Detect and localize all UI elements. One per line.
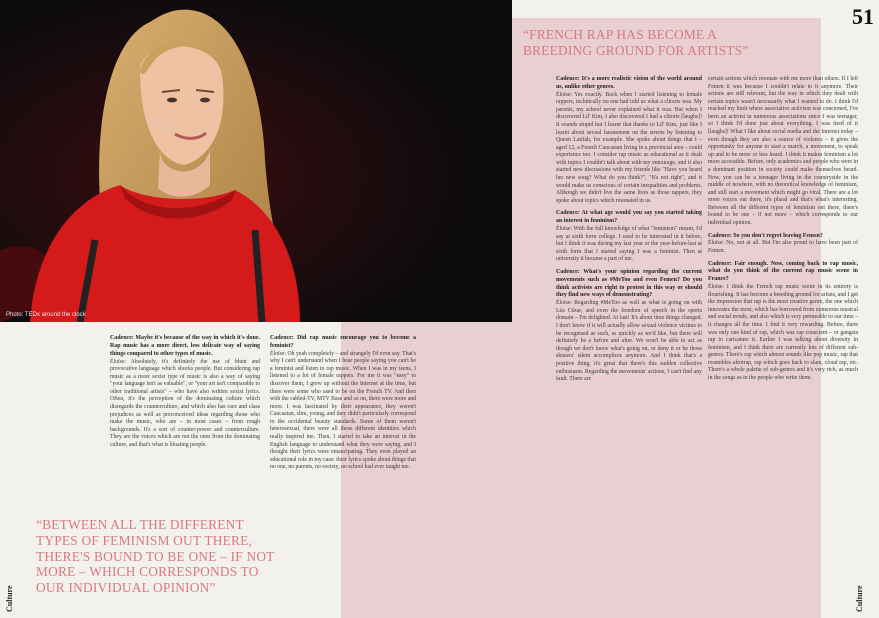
text-column-1 — [110, 335, 260, 454]
interview-answer: Éloïse: Regarding #MeToo as well as what is going on with Léa Cézar, and even the freedom of speech in the sports domain – I'm delighted. At last! It's about time things changed. I don't know if it will actually allow sexual violence victims to be recognised as such, as quickly as we'd like, but there will definitely be a before and after. We won't be able to act as though we don't know what's going on, or deny it or be those abusers' silent accomplices anymore. And I think that's a positive thing, it's great that there's this sudden collective enthusiasm. Regarding the movements' actions, I can't find any fault. There are — [556, 300, 702, 383]
interview-answer: Éloïse: Absolutely, it's definitely the use of blunt and provocative language which shocks people. But considering rap music as a more sexist type of music is also a way of saying "your language isn't as valuable", or "your art isn't comparable to other traditional artists" – who have also written sexist lyrics. Often, it's the perception of the dominating culture which disregards the counterculture, and which also has race and class prejudices as well as preconceived ideas regarding those who make the music, who are – in most cases – from rough backgrounds. It's a sort of counter-power and counterculture. They are the voices which are not the ones from the dominating culture, and that's what is bloating people. — [110, 358, 260, 448]
page-number: 51 — [852, 4, 874, 29]
speaker-photo — [0, 0, 512, 322]
pullquote-top: “FRENCH RAP HAS BECOME A BREEDING GROUND FOR ARTISTS” — [523, 27, 749, 58]
interview-question: Cadence: So you don't regret leaving Femen? — [708, 232, 823, 239]
text-column-4 — [708, 76, 858, 388]
interview-question: Cadence: Did rap music encourage you to become a feminist? — [270, 335, 416, 349]
interview-answer: Éloïse: Yes exactly. Back when I started listening to female rappers, technically no one had told us what a clitoris was. My parents, my school never explained what it was. But when I discovered Lil' Kim, I also discovered I had a clitoris [laughs]! It sounds stupid but I learnt that thanks to Lil' Kim, just like I learnt about sexual harassment on the streets by listening to Queen Latifah, for example. She spoke about things that I – aged 12, a French Caucasian living in a provincial area – could experience too. I consider rap music as educational as it dealt with topics I couldn't talk about with my entourage, and it also started new discussions with my friends like "Have you heard her new song? What do you think?", "It's not right", and it would make us conscious of certain inequalities and problems. Although we didn't live the same lives as those rappers, they spoke about topics which resonated in us. — [556, 91, 702, 204]
text-column-2 — [270, 335, 416, 477]
interview-answer: Éloïse: Oh yeah completely – and strangely I'd even say. That's why I can't understand when I hear people saying you can't be a feminist and listen to rap music. When I was in my teens, I listened to a lot of female rappers. For me it was "easy" to discover them, I grew up without the Internet at the time, but there were some who used to be on the French TV. And then with the cabled-TV, MTV Base and so on, there were more and more. I was fascinated by their appearance, they weren't Caucasian, slim, young, and they didn't particularly correspond to the occidental beauty standards. Some of them weren't heterosexual, there were all these different identities which really inspired me. Then, I started to take an interest in the English language to understand what they were saying, and I thought their lyrics were emancipating. They even played an educational role in my case; their lyrics spoke about things that no one, no parents, no society, no school had ever taught me. — [270, 350, 416, 471]
speaker-illustration — [0, 0, 512, 322]
interview-question: Cadence: At what age would you say you started taking an interest in feminism? — [556, 210, 702, 225]
interview-question: Cadence: What's your opinion regarding the current movements such as #MeToo and even Femen? Do you think activists are right to protest in this way or should they find new ways of demonstrating? — [556, 268, 702, 299]
photo-credit: Photo: TEDx around the clock — [6, 312, 86, 318]
interview-question: Cadence: Fair enough. Now, coming back to rap music, what do you think of the current rap music scene in France? — [708, 260, 858, 283]
interview-answer: Éloïse: With the full knowledge of what "feminism" meant, I'd say at sixth form college. I used to be interested in it before, but I think it was during my last year or the year-before-last at sixth form that I started saying I was a feminist. Then at university it became a part of me. — [556, 226, 702, 263]
text-column-3 — [556, 76, 702, 389]
interview-answer: certain actions which resonate with me more than others. If I left Femen it was because I couldn't relate to it anymore. Their actions are still relevant, but the way in which they dealt with certain topics wasn't necessarily what I wanted to do. I think I'd reached my limit where associative activism was concerned, I've been an activist in numerous associations since I was teenager, so I think I'd done just about everything. I was tired of it [laughs]! What I like about social media and the Internet today – even though they are also a source of violence – it gives the opportunity for anyone to start a march, a movement, to speak up and to be more or less heard. I think it makes feminism a lot more accessible. Before, only academics and people who were in a dominant position in society could make themselves heard. Now, you can be a teenager living in the countryside in the middle of nowhere, with no theoretical knowledge of feminism, and still start a movement which might go viral. There are a lot more voices out there, it's plural and that's what's interesting. Between all the different types of feminism out there, there's bound to be one – if not more – which corresponds to our individual opinion. — [708, 76, 858, 226]
interview-answer: Éloïse: I think the French rap music scene in its entirety is flourishing. It has become a breeding ground for artists, and I get the impression that rap is the most creative genre, the one which innovates the most, which has borrowed from numerous musical and social trends, and also which is very permeable to our time – it changes all the time. I find it very rewarding. Before, there was only one kind of rap, which was rap conscient – or gangsta rap to caricature it. Earlier I was talking about diversity in feminism, and I think there are currently lots of different sub-genres. There's rap which almost sounds like pop music, rap that resembles afrotrap, rap which goes back to slam, cloud rap, etc. There's a whole palette of sub-genres and it's very rich, as much in the songs as in the people who write them. — [708, 284, 858, 382]
interview-answer: Éloïse: No, not at all. But I'm also proud to have been part of Femen. — [708, 240, 858, 254]
interview-question: Cadence: Maybe it's because of the way in which it's done. Rap music has a more direct, less delicate way of saying things compared to other types of music. — [110, 335, 260, 357]
section-tag-right: Culture — [855, 585, 864, 612]
section-tag-left: Culture — [5, 585, 14, 612]
pullquote-bottom: “BETWEEN ALL THE DIFFERENT TYPES OF FEMINISM OUT THERE, THERE'S BOUND TO BE ONE – IF NOT MORE – WHICH CORRESPONDS TO OUR INDIVIDUAL OPINION” — [36, 517, 275, 596]
interview-question: Cadence: It's a more realistic vision of the world around us, unlike other genres. — [556, 76, 702, 90]
